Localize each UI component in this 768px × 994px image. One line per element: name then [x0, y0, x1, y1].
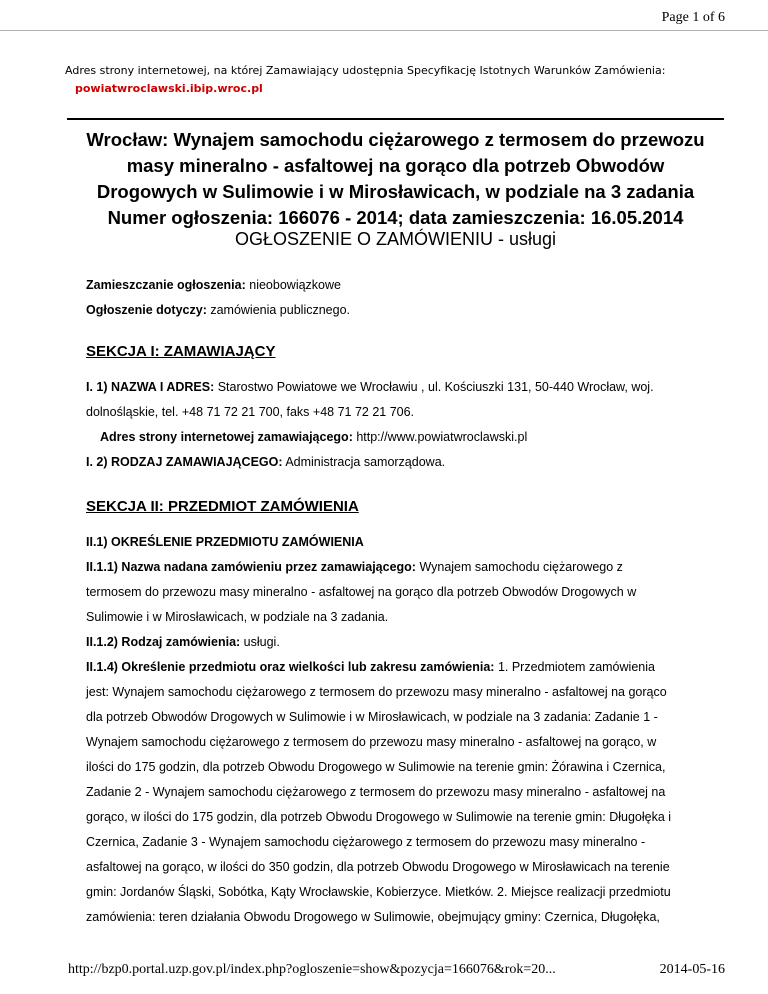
- contracting-web-value[interactable]: http://www.powiatwroclawski.pl: [352, 430, 528, 444]
- contracting-name-label: I. 1) NAZWA I ADRES:: [86, 380, 215, 394]
- footer-url[interactable]: http://bzp0.portal.uzp.gov.pl/index.php?ogloszenie=show&pozycja=166076&rok=20...: [68, 962, 556, 977]
- notice-meta: [86, 273, 708, 323]
- page-indicator: Page 1 of 6: [661, 10, 725, 25]
- scope-line: Wynajem samochodu ciężarowego z termosem do przewozu masy mineralno - asfaltowej na gorąco, w: [86, 735, 657, 749]
- contracting-address-line: dolnośląskie, tel. +48 71 72 21 700, faks +48 71 72 21 706.: [86, 405, 415, 419]
- section2-heading: SEKCJA II: PRZEDMIOT ZAMÓWIENIA: [86, 498, 359, 515]
- scope-line: jest: Wynajem samochodu ciężarowego z termosem do przewozu masy mineralno - asfaltowej na gorąco: [86, 685, 667, 699]
- section2-body: [86, 530, 708, 930]
- title-line: masy mineralno - asfaltowej na gorąco dla potrzeb Obwodów: [126, 155, 665, 176]
- contracting-type-label: I. 2) RODZAJ ZAMAWIAJĄCEGO:: [86, 455, 283, 469]
- order-scope-value: 1. Przedmiotem zamówienia: [494, 660, 655, 674]
- contracting-name-value: Starostwo Powiatowe we Wrocławiu , ul. Kościuszki 131, 50-440 Wrocław, woj.: [214, 380, 654, 394]
- section1-body: [86, 375, 708, 475]
- placement-label: Zamieszczanie ogłoszenia:: [86, 278, 246, 292]
- concerns-label: Ogłoszenie dotyczy:: [86, 303, 207, 317]
- footer-date: 2014-05-16: [659, 962, 725, 977]
- scope-line: gmin: Jordanów Śląski, Sobótka, Kąty Wrocławskie, Kobierzyce. Mietków. 2. Miejsce realizacji przedmiotu: [86, 885, 671, 899]
- order-name-line: Sulimowie i w Mirosławicach, w podziale na 3 zadania.: [86, 610, 389, 624]
- scope-line: gorąco, w ilości do 175 godzin, dla potrzeb Obwodu Drogowego w Sulimowie na terenie gmin: Długołęka i: [86, 810, 672, 824]
- title-line: Wrocław: Wynajem samochodu ciężarowego z termosem do przewozu: [86, 129, 705, 150]
- subject-heading: II.1) OKREŚLENIE PRZEDMIOTU ZAMÓWIENIA: [86, 535, 364, 549]
- concerns-value: zamówienia publicznego.: [206, 303, 350, 317]
- scope-line: zamówienia: teren działania Obwodu Drogowego w Sulimowie, obejmujący gminy: Czernica, Długołęka,: [86, 910, 660, 924]
- order-name-line: termosem do przewozu masy mineralno - asfaltowej na gorąco dla potrzeb Obwodów Drogowych w: [86, 585, 637, 599]
- order-kind-value: usługi.: [240, 635, 280, 649]
- contracting-type-value: Administracja samorządowa.: [282, 455, 446, 469]
- scope-line: dla potrzeb Obwodów Drogowych w Sulimowie i w Mirosławicach, w podziale na 3 zadania: Zadanie 1 -: [86, 710, 658, 724]
- scope-line: Czernica, Zadanie 3 - Wynajem samochodu ciężarowego z termosem do przewozu masy mineralno -: [86, 835, 646, 849]
- title-line: Drogowych w Sulimowie i w Mirosławicach, w podziale na 3 zadania: [96, 181, 695, 202]
- scope-line: Zadanie 2 - Wynajem samochodu ciężarowego z termosem do przewozu masy mineralno - asfaltowej na: [86, 785, 666, 799]
- siwz-url-label: Adres strony internetowej, na której Zamawiający udostępnia Specyfikację Istotnych Warunków Zamówienia:: [65, 64, 666, 77]
- scope-line: ilości do 175 godzin, dla potrzeb Obwodu Drogowego w Sulimowie na terenie gmin: Żórawina i Czernica,: [86, 760, 666, 774]
- scope-line: asfaltowej na gorąco, w ilości do 350 godzin, dla potrzeb Obwodu Drogowego w Mirosławicach na terenie: [86, 860, 670, 874]
- header-divider: [0, 30, 768, 31]
- order-name-value: Wynajem samochodu ciężarowego z: [415, 560, 623, 574]
- siwz-url-link[interactable]: powiatwroclawski.ibip.wroc.pl: [75, 82, 263, 95]
- placement-value: nieobowiązkowe: [245, 278, 341, 292]
- order-scope-label: II.1.4) Określenie przedmiotu oraz wielkości lub zakresu zamówienia:: [86, 660, 495, 674]
- order-kind-label: II.1.2) Rodzaj zamówienia:: [86, 635, 241, 649]
- notice-type: OGŁOSZENIE O ZAMÓWIENIU - usługi: [234, 229, 557, 249]
- order-name-label: II.1.1) Nazwa nadana zamówieniu przez zamawiającego:: [86, 560, 416, 574]
- notice-number-line: Numer ogłoszenia: 166076 - 2014; data zamieszczenia: 16.05.2014: [107, 207, 684, 228]
- title-rule: [67, 118, 724, 120]
- notice-title: [67, 127, 724, 231]
- section1-heading: SEKCJA I: ZAMAWIAJĄCY: [86, 343, 276, 360]
- contracting-web-label: Adres strony internetowej zamawiającego:: [100, 430, 353, 444]
